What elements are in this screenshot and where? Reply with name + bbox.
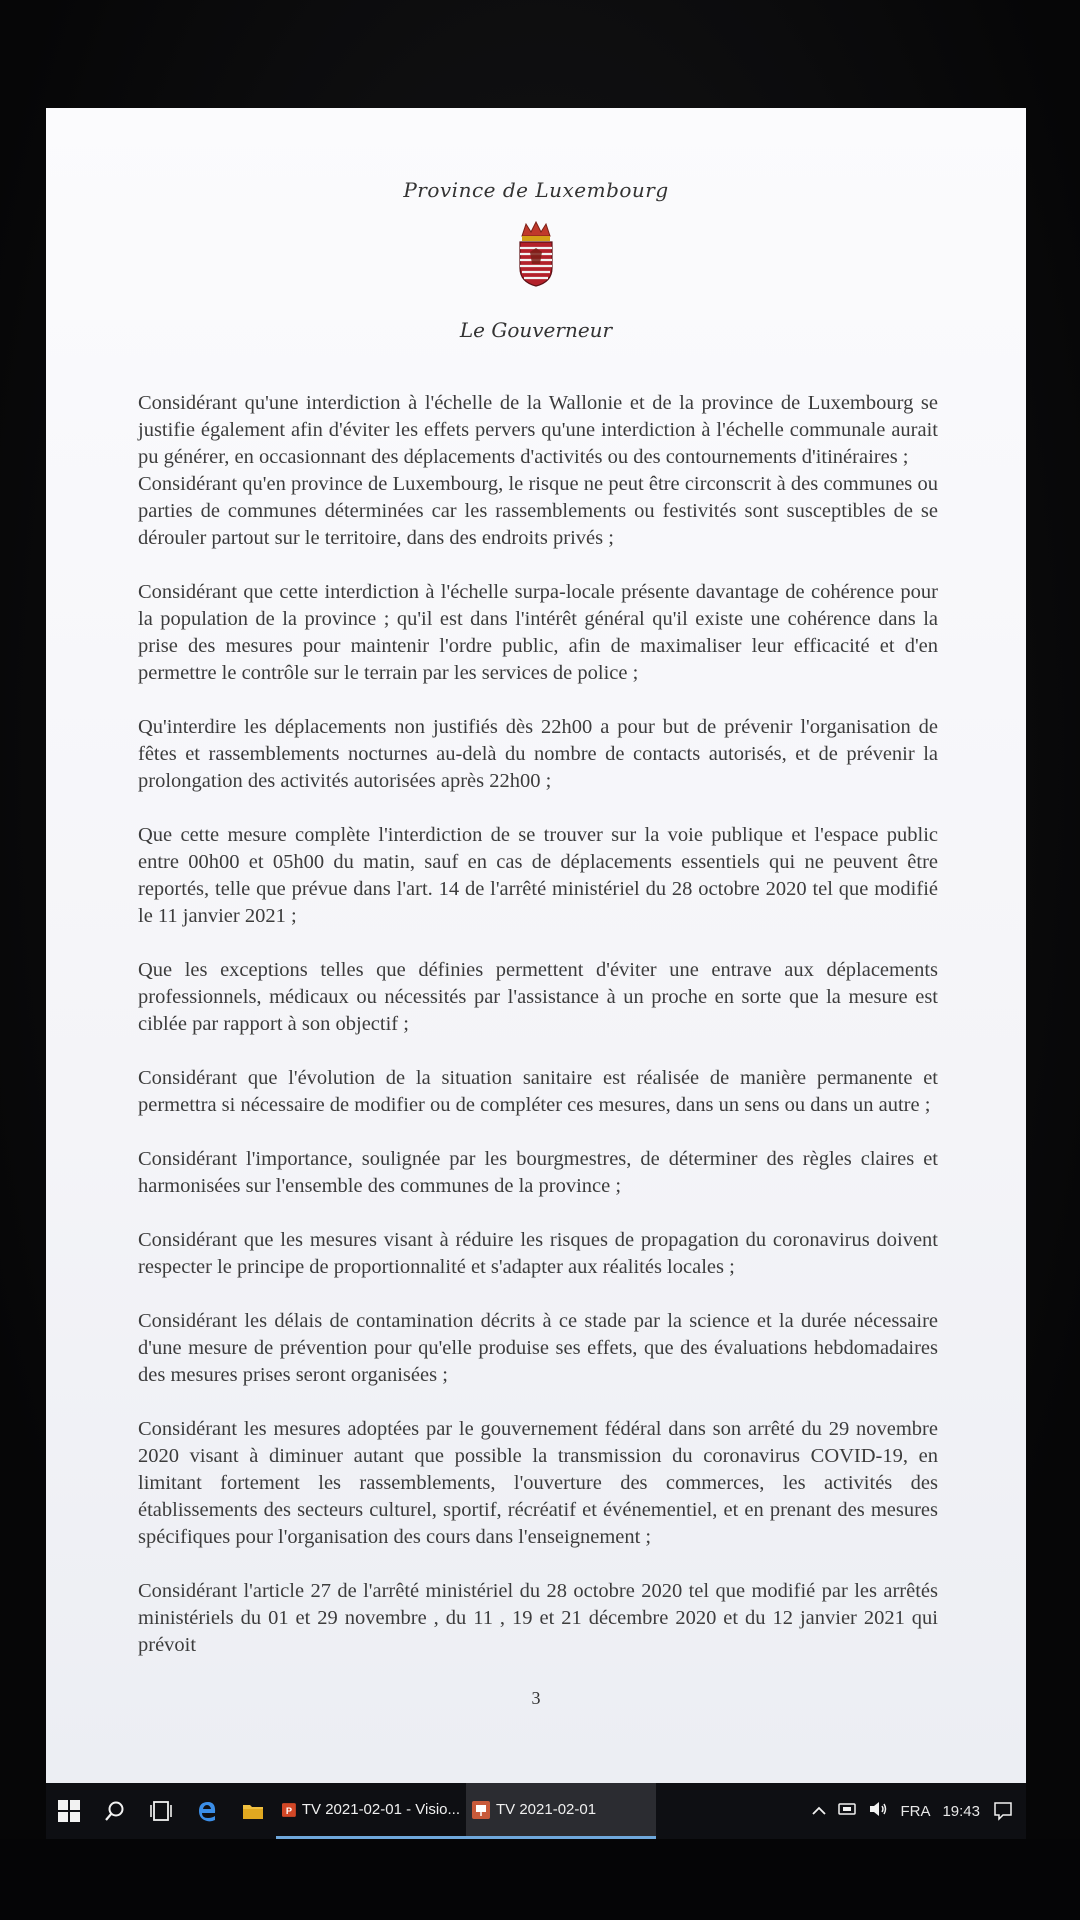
file-explorer-icon[interactable] <box>230 1783 276 1839</box>
paragraph-4: Qu'interdire les déplacements non justifiés dès 22h00 a pour but de prévenir l'organisation de fêtes et rassemblements nocturnes au-delà du nombre de contacts autorisés, et de prévenir la prolongation des activités autorisées après 22h00 ; <box>138 716 938 792</box>
coat-of-arms-icon <box>514 218 558 288</box>
document-page <box>46 108 1026 1783</box>
paragraph-12: Considérant l'article 27 de l'arrêté ministériel du 28 octobre 2020 tel que modifié par les arrêtés ministériels du 01 et 29 novembre , du 11 , 19 et 21 décembre 2020 et du 12 janvier 2021 qui prévoit <box>138 1580 938 1656</box>
clock-time[interactable]: 19:43 <box>942 1802 980 1820</box>
powerpoint-icon <box>282 1801 296 1819</box>
paragraph-1: Considérant qu'une interdiction à l'échelle de la Wallonie et de la province de Luxembourg se justifie également afin d'éviter les effets pervers qu'une interdiction à l'échelle communale aurait pu générer, en occasionnant des déplacements d'activités ou des contournements d'itinéraires ; <box>138 392 938 468</box>
notification-icon[interactable] <box>992 1800 1014 1822</box>
taskbar-left <box>46 1783 656 1839</box>
taskbar-app-label: TV 2021-02-01 - Visio... <box>301 1801 460 1818</box>
search-icon[interactable] <box>92 1783 138 1839</box>
monitor-bezel-bottom <box>0 1839 1080 1920</box>
windows-taskbar <box>46 1783 1026 1839</box>
slideshow-icon <box>472 1801 490 1819</box>
paragraph-2: Considérant qu'en province de Luxembourg, le risque ne peut être circonscrit à des communes ou parties de communes déterminées car les rassemblements ou festivités sont susceptibles de se dérouler partout sur le territoire, dans des endroits privés ; <box>138 473 938 549</box>
paragraph-8: Considérant l'importance, soulignée par les bourgmestres, de déterminer des règles claires et harmonisées sur l'ensemble des communes de la province ; <box>138 1148 938 1197</box>
paragraph-6: Que les exceptions telles que définies permettent d'éviter une entrave aux déplacements professionnels, médicaux ou nécessités par l'assistance à un proche en sorte que la mesure est ciblée par rapport à son objectif ; <box>138 959 938 1035</box>
governor-title: Le Gouverneur <box>459 318 613 342</box>
system-tray <box>812 1783 1014 1839</box>
paragraph-7: Considérant que l'évolution de la situation sanitaire est réalisée de manière permanente et permettra si nécessaire de modifier ou de compléter ces mesures, dans un sens ou dans un autre ; <box>138 1067 938 1116</box>
volume-icon[interactable] <box>868 1801 888 1821</box>
windows-start-icon[interactable] <box>46 1783 92 1839</box>
letterhead <box>46 178 1026 342</box>
chevron-up-icon[interactable] <box>812 1803 826 1820</box>
taskbar-app-powerpoint[interactable] <box>276 1783 466 1839</box>
taskbar-app-label: TV 2021-02-01 <box>496 1801 597 1818</box>
paragraph-11: Considérant les mesures adoptées par le gouvernement fédéral dans son arrêté du 29 novembre 2020 visant à diminuer autant que possible la transmission du coronavirus COVID-19, en limitant fortement les rassemblements, l'ouverture des commerces, les activités des établissements des secteurs culturel, sportif, récréatif et événementiel, et en prenant des mesures spécifiques pour l'organisation des cours dans l'enseignement ; <box>138 1418 938 1548</box>
paragraph-10: Considérant les délais de contamination décrits à ce stade par la science et la durée nécessaire d'une mesure de prévention pour qu'elle produise ses effets, que des évaluations hebdomadaires des mesures prises seront organisées ; <box>138 1310 938 1386</box>
svg-text:P: P <box>285 1805 293 1816</box>
page-number: 3 <box>531 1688 541 1708</box>
province-title: Province de Luxembourg <box>403 178 669 202</box>
taskbar-app-slideshow[interactable] <box>466 1783 656 1839</box>
task-view-icon[interactable] <box>138 1783 184 1839</box>
document-body <box>138 390 938 1686</box>
language-indicator[interactable]: FRA <box>900 1802 931 1820</box>
edge-browser-icon[interactable] <box>184 1783 230 1839</box>
network-icon[interactable] <box>838 1802 856 1820</box>
presentation-screen <box>46 108 1026 1783</box>
paragraph-9: Considérant que les mesures visant à réduire les risques de propagation du coronavirus doivent respecter le principe de proportionnalité et s'adapter aux réalités locales ; <box>138 1229 938 1278</box>
paragraph-5: Que cette mesure complète l'interdiction de se trouver sur la voie publique et l'espace public entre 00h00 et 05h00 du matin, sauf en cas de déplacements essentiels qui ne peuvent être reportés, telle que prévue dans l'art. 14 de l'arrêté ministériel du 28 octobre 2020 tel que modifié le 11 janvier 2021 ; <box>138 824 938 927</box>
paragraph-3: Considérant que cette interdiction à l'échelle surpa-locale présente davantage de cohérence pour la population de la province ; qu'il est dans l'intérêt général qu'il existe une cohérence dans la prise des mesures pour maintenir l'ordre public, afin de maximaliser leur efficacité et d'en permettre le contrôle sur le terrain par les services de police ; <box>138 581 938 684</box>
